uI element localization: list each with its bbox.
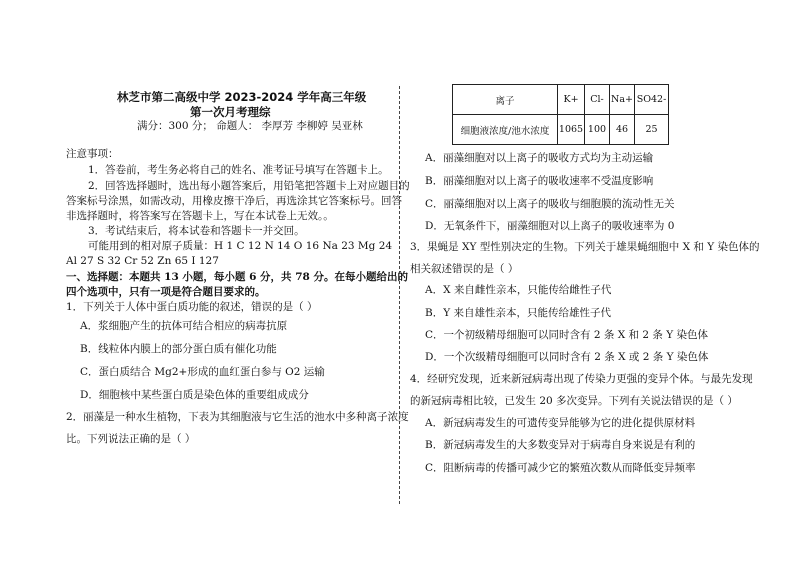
q4-option-c: C．阻断病毒的传播可减少它的繁殖次数从而降低变异频率 bbox=[425, 462, 696, 474]
section-heading-cont: 四个选项中，只有一项是符合题目要求的。 bbox=[66, 286, 266, 298]
table-header-cell: 离子 bbox=[453, 85, 558, 115]
table-header-cell: SO42- bbox=[635, 85, 669, 115]
exam-subtitle: 第一次月考理综 bbox=[190, 105, 271, 119]
q4-option-b: B．新冠病毒发生的大多数变异对于病毒自身来说是有利的 bbox=[425, 439, 696, 451]
question-1-stem: 1．下列关于人体中蛋白质功能的叙述，错误的是（ ） bbox=[66, 301, 318, 313]
q1-option-a: A．浆细胞产生的抗体可结合相应的病毒抗原 bbox=[80, 320, 288, 332]
table-row bbox=[453, 85, 669, 115]
table-cell: 46 bbox=[610, 115, 635, 145]
question-4-stem: 4．经研究发现，近来新冠病毒出现了传染力更强的变异个体。与最先发现 bbox=[410, 373, 753, 385]
question-4-stem-cont: 的新冠病毒相比较，已发生 20 多次变异。下列有关说法错误的是（ ） bbox=[410, 395, 738, 407]
ion-ratio-table bbox=[452, 84, 669, 145]
question-2-stem-cont: 比。下列说法正确的是（ ） bbox=[66, 433, 196, 445]
question-3-stem-cont: 相关叙述错误的是（ ） bbox=[410, 263, 519, 275]
table-header-cell: K+ bbox=[558, 85, 585, 115]
note-line: Al 27 S 32 Cr 52 Zn 65 I 127 bbox=[66, 255, 219, 267]
q1-option-d: D．细胞核中某些蛋白质是染色体的重要组成成分 bbox=[80, 389, 309, 401]
question-2-stem: 2．丽藻是一种水生植物，下表为其细胞液与它生活的池水中多种离子浓度 bbox=[66, 411, 409, 423]
note-line: 非选择题时，将答案写在答题卡上，写在本试卷上无效。。 bbox=[66, 210, 334, 222]
note-line: 2．回答选择题时，选出每小题答案后，用铅笔把答题卡上对应题目的 bbox=[88, 180, 410, 192]
section-heading: 一、选择题：本题共 13 小题，每小题 6 分，共 78 分。在每小题给出的 bbox=[66, 271, 408, 283]
table-row bbox=[453, 115, 669, 145]
exam-title: 林芝市第二高级中学 2023-2024 学年高三年级 bbox=[117, 90, 367, 104]
q4-option-a: A．新冠病毒发生的可遗传变异能够为它的进化提供原材料 bbox=[425, 417, 696, 429]
q2-option-c: C．丽藻细胞对以上离子的吸收与细胞膜的流动性无关 bbox=[425, 198, 675, 210]
q3-option-d: D．一个次级精母细胞可以同时含有 2 条 X 或 2 条 Y 染色体 bbox=[425, 351, 709, 363]
notes-heading: 注意事项： bbox=[66, 148, 119, 160]
q2-option-b: B．丽藻细胞对以上离子的吸收速率不受温度影响 bbox=[425, 175, 654, 187]
exam-info: 满分：300 分； 命题人： 李厚芳 李柳婷 吴亚林 bbox=[137, 120, 363, 132]
q3-option-a: A．X 来自雌性亲本，只能传给雌性子代 bbox=[425, 284, 612, 296]
q1-option-c: C．蛋白质结合 Mg2+形成的血红蛋白参与 O2 运输 bbox=[80, 366, 325, 378]
table-cell: 25 bbox=[635, 115, 669, 145]
note-line: 可能用到的相对原子质量：H 1 C 12 N 14 O 16 Na 23 Mg 24 bbox=[88, 240, 393, 252]
table-cell: 1065 bbox=[558, 115, 585, 145]
q2-option-d: D．无氧条件下，丽藻细胞对以上离子的吸收速率为 0 bbox=[425, 220, 675, 232]
q2-option-a: A．丽藻细胞对以上离子的吸收方式均为主动运输 bbox=[425, 152, 654, 164]
column-divider bbox=[399, 86, 400, 504]
table-cell: 100 bbox=[585, 115, 610, 145]
note-line: 3．考试结束后，将本试卷和答题卡一并交回。 bbox=[88, 225, 305, 237]
table-cell: 细胞液浓度/池水浓度 bbox=[453, 115, 558, 145]
q3-option-c: C．一个初级精母细胞可以同时含有 2 条 X 和 2 条 Y 染色体 bbox=[425, 329, 709, 341]
table-header-cell: Na+ bbox=[610, 85, 635, 115]
q3-option-b: B．Y 来自雄性亲本，只能传给雄性子代 bbox=[425, 307, 611, 319]
q1-option-b: B．线粒体内膜上的部分蛋白质有催化功能 bbox=[80, 343, 277, 355]
note-line: 答案标号涂黑，如需改动，用橡皮擦干净后，再选涂其它答案标号。回答 bbox=[66, 195, 402, 207]
table-header-cell: Cl- bbox=[585, 85, 610, 115]
question-3-stem: 3．果蝇是 XY 型性别决定的生物。下列关于雄果蝇细胞中 X 和 Y 染色体的 bbox=[410, 241, 760, 253]
note-line: 1．答卷前，考生务必将自己的姓名、准考证号填写在答题卡上。 bbox=[88, 164, 389, 176]
